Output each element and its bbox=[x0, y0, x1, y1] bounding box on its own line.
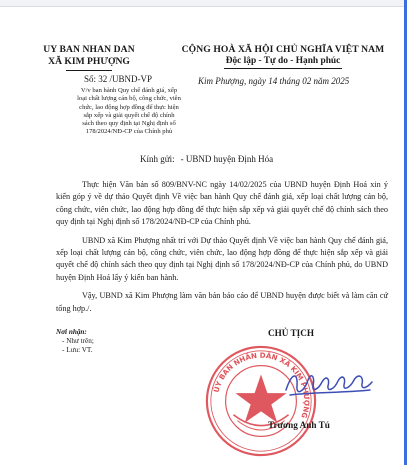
recipient-label: Kính gửi: bbox=[140, 154, 175, 164]
recipients-item: - Như trên; bbox=[62, 337, 94, 345]
signer-name: Trương Anh Tú bbox=[268, 420, 330, 430]
handwritten-signature bbox=[282, 362, 376, 402]
subject-line: loại chất lượng cán bộ, công chức, viên bbox=[77, 95, 181, 103]
national-title: CỘNG HOÀ XÃ HỘI CHỦ NGHĨA VIỆT NAM bbox=[181, 44, 385, 55]
body-paragraph: Thực hiện Văn bản số 809/BNV-NC ngày 14/02/2025 của UBND huyện Định Hoá xin ý kiến góp ý về dự thảo Quyết định Về việc ban hành Quy chế đánh giá, xếp loại chất lượng cán bộ, công chức, viên chức, lao động hợp đồng để thực hiện sắp xếp và giải quyết chế độ chính sách theo quy định tại Nghị định số 178/2024/NĐ-CP của Chính phủ. bbox=[56, 180, 388, 227]
issuer-line-2: XÃ KIM PHƯỢNG bbox=[48, 56, 130, 67]
recipients-title: Nơi nhận: bbox=[56, 328, 87, 336]
body-paragraph: UBND xã Kim Phượng nhất trí với Dự thảo Quyết định Về việc ban hành Quy chế đánh giá, xếp loại chất lượng cán bộ, công chức, viên chức, lao động hợp đồng để thực hiện sắp xếp và giải quyết chế độ chính sách theo quy định tại Nghị định số 178/2024/NĐ-CP của Chính phủ, do UBND huyện Định Hoá lấy ý kiến ban hành. bbox=[56, 235, 388, 282]
subject-block bbox=[60, 87, 198, 137]
document-page bbox=[0, 6, 404, 465]
recipients-item: - Lưu: VT. bbox=[62, 346, 93, 354]
national-header bbox=[172, 44, 394, 69]
subject-line: 178/2024/NĐ-CP của Chính phủ bbox=[85, 128, 173, 136]
issuer-line-1: UY BAN NHAN DAN bbox=[43, 44, 135, 55]
body-paragraph: Vậy, UBND xã Kim Phượng làm văn bản báo cáo để UBND huyện được biết và làm căn cứ tổng hợp./. bbox=[56, 291, 388, 313]
issuer-underline bbox=[66, 70, 112, 71]
seal-text: ỦY BAN NHÂN DÂN XÃ KIM PHƯỢNG bbox=[211, 350, 312, 420]
national-motto: Độc lập - Tự do - Hạnh phúc bbox=[225, 56, 341, 66]
document-number: Số: 32 /UBND-VP bbox=[84, 74, 153, 84]
recipient-line bbox=[140, 154, 273, 164]
document-body bbox=[56, 179, 388, 321]
subject-line: sắp xếp và giải quyết chế độ chính bbox=[83, 111, 175, 119]
subject-line: chức, lao động hợp đồng để thực hiện bbox=[79, 103, 179, 111]
motto-underline bbox=[224, 68, 342, 69]
recipients-block bbox=[56, 328, 166, 355]
place-date: Kim Phượng, ngày 14 tháng 02 năm 2025 bbox=[198, 76, 350, 86]
subject-line: sách theo quy định tại Nghị định số bbox=[82, 120, 176, 128]
issuer-header bbox=[14, 44, 164, 71]
recipient-name: - UBND huyện Định Hóa bbox=[180, 154, 274, 164]
subject-line: V/v ban hành Quy chế đánh giá, xếp bbox=[80, 87, 178, 94]
signer-title: CHỦ TỊCH bbox=[268, 328, 315, 338]
